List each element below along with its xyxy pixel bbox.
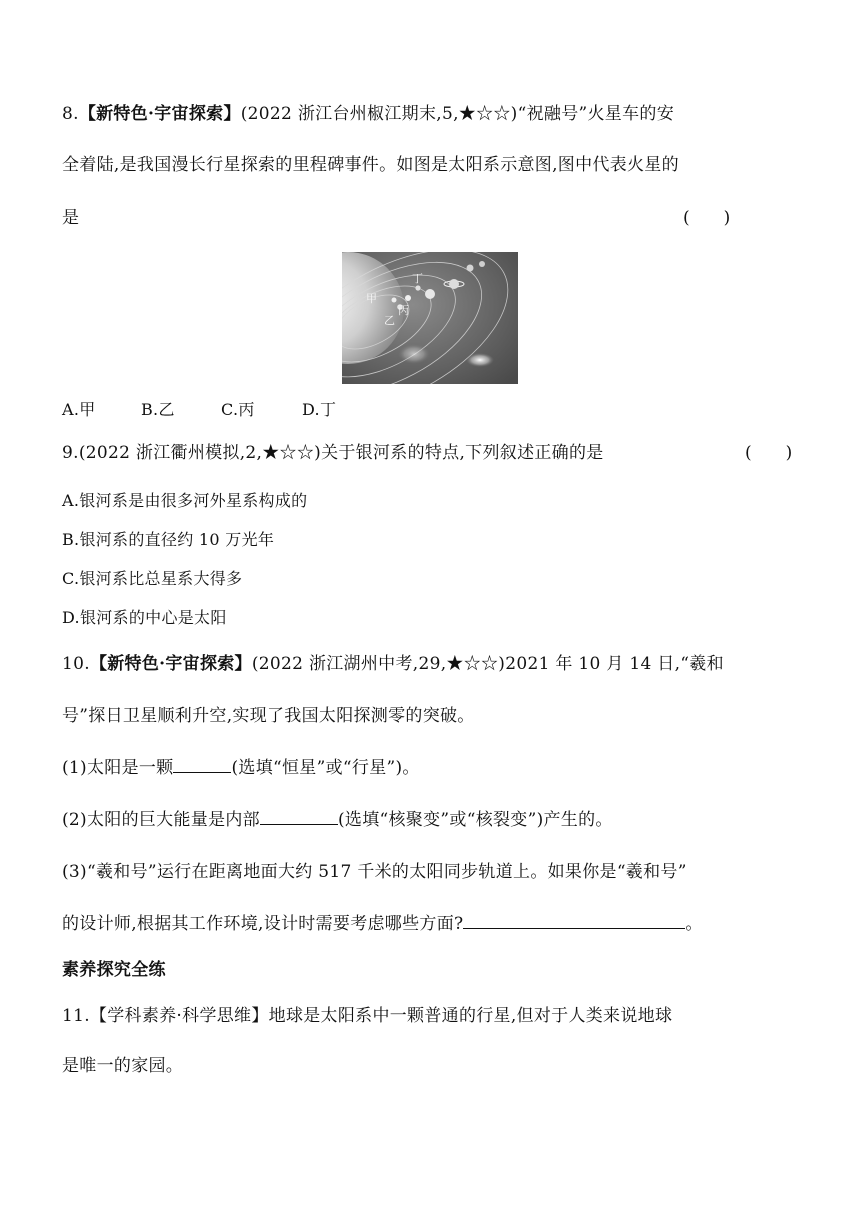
q8-text-line1: “祝融号”火星车的安 xyxy=(517,104,674,124)
planet-ding xyxy=(415,285,420,290)
q10-sub3-pre: 的设计师,根据其工作环境,设计时需要考虑哪些方面? xyxy=(62,914,464,934)
q11-line2: 是唯一的家园。 xyxy=(62,1056,184,1076)
q11-line1: 11.【学科素养·科学思维】地球是太阳系中一颗普通的行星,但对于人类来说地球 xyxy=(62,1006,673,1026)
q8-source: (2022 浙江台州椒江期末,5,★☆☆) xyxy=(240,104,518,124)
q9-option-c: C.银河系比总星系大得多 xyxy=(62,569,243,588)
q8-answer-paren: ( ) xyxy=(683,208,731,228)
q10-sub2-pre: (2)太阳的巨大能量是内部 xyxy=(62,810,260,830)
label-bing: 丙 xyxy=(398,304,409,317)
galaxy xyxy=(466,353,494,367)
section-title: 素养探究全练 xyxy=(62,960,166,980)
q10-stem-line2: 号”探日卫星顺利升空,实现了我国太阳探测零的突破。 xyxy=(62,706,475,726)
q10-sub3-post: 。 xyxy=(685,914,703,934)
q8-text-line2: 全着陆,是我国漫长行星探索的里程碑事件。如图是太阳系示意图,图中代表火星的 xyxy=(62,155,679,175)
q9-option-d: D.银河系的中心是太阳 xyxy=(62,608,227,627)
solar-system-diagram xyxy=(342,252,518,384)
q8-options xyxy=(62,398,336,422)
q10-number: 10. xyxy=(62,654,90,674)
q10-sub1 xyxy=(62,756,420,780)
q10-sub2-blank[interactable] xyxy=(260,808,338,825)
q8-option-a: A.甲 xyxy=(62,400,96,419)
q10-tag: 【新特色·宇宙探索】 xyxy=(89,654,252,674)
q10-stem-rest: (2022 浙江湖州中考,29,★☆☆)2021 年 10 月 14 日,“羲和 xyxy=(251,654,724,674)
label-ding: 丁 xyxy=(412,272,423,285)
q10-sub1-pre: (1)太阳是一颗 xyxy=(62,758,174,778)
planet-uranus xyxy=(467,265,474,272)
q10-line-1 xyxy=(62,652,724,676)
q10-sub1-post: (选填“恒星”或“行星”)。 xyxy=(231,758,420,778)
q8-option-b: B.乙 xyxy=(141,400,175,419)
q10-sub1-blank[interactable] xyxy=(173,756,231,773)
planet-jupiter xyxy=(425,289,435,299)
planet-neptune xyxy=(479,261,485,267)
solar-system-figure xyxy=(342,252,518,384)
q9-option-b: B.银河系的直径约 10 万光年 xyxy=(62,530,275,549)
q8-line-1 xyxy=(62,102,674,126)
planet-saturn xyxy=(449,279,459,289)
q8-option-d: D.丁 xyxy=(302,400,337,419)
planet-jia xyxy=(392,298,397,303)
q9-answer-paren: ( ) xyxy=(745,443,793,463)
q10-sub3-line1: (3)“羲和号”运行在距离地面大约 517 千米的太阳同步轨道上。如果你是“羲和号” xyxy=(62,862,687,882)
q10-sub3-line2 xyxy=(62,912,703,936)
q8-number: 8. xyxy=(62,104,79,124)
q8-option-c: C.丙 xyxy=(221,400,255,419)
q9-option-a: A.银河系是由很多河外星系构成的 xyxy=(62,491,308,510)
label-jia: 甲 xyxy=(366,292,377,305)
q10-sub2-post: (选填“核聚变”或“核裂变”)产生的。 xyxy=(337,810,613,830)
q8-text-line3: 是 xyxy=(62,208,80,228)
label-yi: 乙 xyxy=(384,314,395,327)
q8-tag: 【新特色·宇宙探索】 xyxy=(78,104,241,124)
nebula xyxy=(398,344,430,364)
q9-stem: 9.(2022 浙江衢州模拟,2,★☆☆)关于银河系的特点,下列叙述正确的是 xyxy=(62,443,604,463)
q10-sub3-blank[interactable] xyxy=(463,912,685,929)
q10-sub2 xyxy=(62,808,613,832)
planet-bing xyxy=(405,295,411,301)
